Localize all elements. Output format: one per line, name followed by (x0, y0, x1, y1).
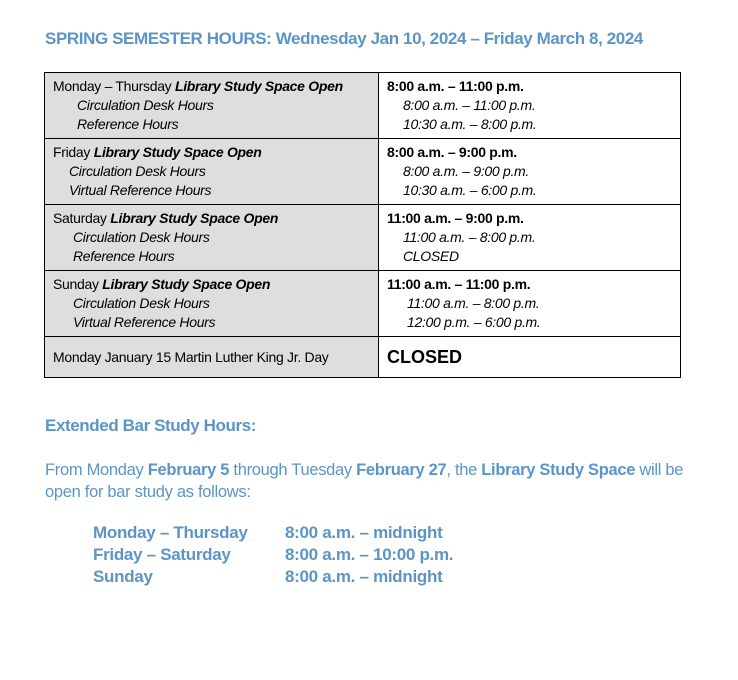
study-space-hours: 8:00 a.m. – 9:00 p.m. (387, 144, 517, 160)
bar-days: Friday – Saturday (93, 545, 231, 564)
service-name: Circulation Desk Hours (73, 295, 210, 311)
service-name: Virtual Reference Hours (73, 314, 216, 330)
study-space-hours: 8:00 a.m. – 11:00 p.m. (387, 78, 524, 94)
day-name: Friday (53, 144, 94, 160)
holiday-name: Monday January 15 Martin Luther King Jr. Day (45, 337, 379, 378)
day-cell (45, 139, 379, 205)
paragraph-text: , the (446, 461, 482, 479)
paragraph-text: will be open for bar study as follows: (45, 461, 684, 501)
service-hours: CLOSED (403, 248, 459, 264)
holiday-status: CLOSED (379, 337, 681, 378)
table-row (45, 73, 681, 139)
service-hours: 10:30 a.m. – 6:00 p.m. (403, 182, 537, 198)
study-space-label: Library Study Space Open (102, 276, 271, 292)
study-space-label: Library Study Space Open (110, 210, 279, 226)
study-space-name: Library Study Space (481, 461, 636, 479)
holiday-row (45, 337, 681, 378)
service-name: Circulation Desk Hours (77, 97, 214, 113)
day-cell (45, 271, 379, 337)
bar-days: Sunday (93, 567, 153, 586)
day-name: Sunday (53, 276, 103, 292)
day-name: Saturday (53, 210, 111, 226)
bar-study-hours (93, 522, 453, 588)
service-name: Virtual Reference Hours (69, 182, 212, 198)
end-date: February 27 (356, 461, 447, 479)
paragraph-text: From Monday (45, 461, 148, 479)
hours-cell (379, 73, 681, 139)
table-row (45, 271, 681, 337)
bar-hours: 8:00 a.m. – midnight (285, 567, 443, 586)
study-space-hours: 11:00 a.m. – 9:00 p.m. (387, 210, 524, 226)
start-date: February 5 (147, 461, 230, 479)
day-cell (45, 205, 379, 271)
extended-hours-description (45, 459, 685, 503)
day-cell (45, 73, 379, 139)
study-space-hours: 11:00 a.m. – 11:00 p.m. (387, 276, 531, 292)
service-name: Circulation Desk Hours (73, 229, 210, 245)
hours-table (44, 72, 681, 378)
bar-hours-row (93, 544, 453, 566)
service-hours: 10:30 a.m. – 8:00 p.m. (403, 116, 537, 132)
study-space-label: Library Study Space Open (93, 144, 262, 160)
table-row (45, 205, 681, 271)
day-name: Monday – Thursday (53, 78, 175, 94)
bar-hours: 8:00 a.m. – midnight (285, 523, 443, 542)
hours-cell (379, 271, 681, 337)
paragraph-text: through Tuesday (229, 461, 357, 479)
service-hours: 8:00 a.m. – 9:00 p.m. (403, 163, 529, 179)
service-name: Reference Hours (73, 248, 175, 264)
service-name: Circulation Desk Hours (69, 163, 206, 179)
bar-hours-row (93, 522, 453, 544)
table-row (45, 139, 681, 205)
service-hours: 11:00 a.m. – 8:00 p.m. (403, 229, 536, 245)
hours-cell (379, 139, 681, 205)
service-name: Reference Hours (77, 116, 179, 132)
service-hours: 12:00 p.m. – 6:00 p.m. (407, 314, 541, 330)
extended-hours-title: Extended Bar Study Hours: (45, 416, 257, 435)
bar-hours-row (93, 566, 453, 588)
bar-days: Monday – Thursday (93, 523, 248, 542)
bar-hours: 8:00 a.m. – 10:00 p.m. (285, 545, 454, 564)
page-heading: SPRING SEMESTER HOURS: Wednesday Jan 10, 2024 – Friday March 8, 2024 (45, 29, 643, 48)
hours-cell (379, 205, 681, 271)
study-space-label: Library Study Space Open (174, 78, 343, 94)
service-hours: 11:00 a.m. – 8:00 p.m. (407, 295, 540, 311)
service-hours: 8:00 a.m. – 11:00 p.m. (403, 97, 536, 113)
